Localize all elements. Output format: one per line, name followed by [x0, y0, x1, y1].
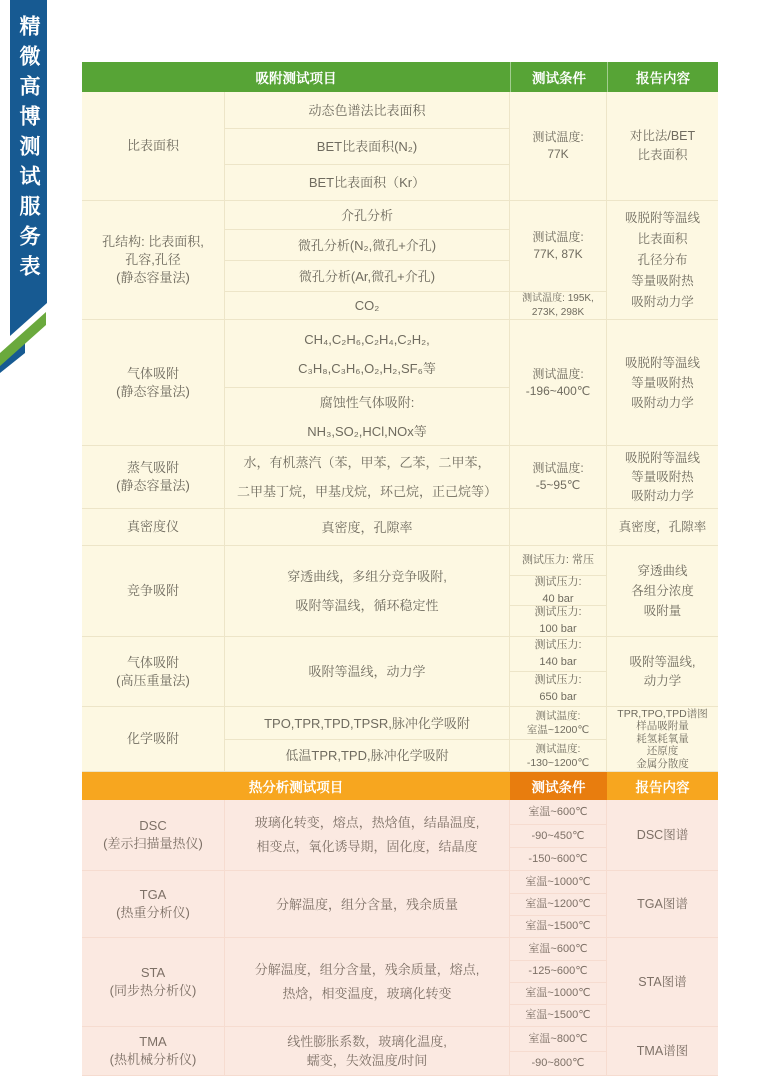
section-tma — [82, 1027, 718, 1076]
condition-cell — [510, 575, 606, 605]
text-line: 还原度 — [646, 745, 679, 758]
text-line: 室温~1500℃ — [525, 920, 591, 932]
text-line: 测试压力: — [534, 674, 582, 686]
text-line: -196~400℃ — [525, 383, 591, 398]
condition-cell — [510, 824, 606, 847]
item-cell — [225, 707, 509, 739]
category-column — [82, 320, 225, 445]
report-cell — [607, 938, 718, 1026]
section-gas-adsorption-gravimetric — [82, 637, 718, 707]
text-line: 650 bar — [539, 691, 577, 703]
section-competitive-adsorption — [82, 546, 718, 637]
item-column — [225, 938, 510, 1026]
report-cell — [607, 92, 718, 200]
text-line: 等量吸附热 — [631, 469, 694, 484]
text-line: (高压重量法) — [116, 672, 190, 688]
text-line: 腐蚀性气体吸附: — [319, 394, 415, 410]
condition-cell — [510, 605, 606, 636]
text-line: TMA谱图 — [636, 1043, 689, 1058]
item-cell — [225, 446, 509, 508]
text-line: 穿透曲线 — [637, 564, 688, 578]
category-column — [82, 800, 225, 870]
section-chemisorption — [82, 707, 718, 772]
condition-cell — [510, 893, 606, 915]
text-line: 测试温度: — [532, 230, 584, 244]
text-line: TPR,TPO,TPD谱图 — [617, 707, 708, 720]
report-column — [607, 938, 718, 1026]
text-line: 77K — [547, 147, 569, 161]
text-line: 孔结构: 比表面积, — [102, 234, 204, 249]
thermal-header-report: 报告内容 — [635, 780, 690, 795]
report-column — [607, 92, 718, 200]
item-cell — [225, 201, 509, 229]
service-table — [82, 62, 718, 1076]
condition-column — [510, 546, 607, 636]
text-line: 测试温度: — [532, 461, 584, 475]
text-line: -90~450℃ — [531, 829, 585, 842]
condition-column — [510, 871, 607, 937]
condition-cell — [510, 446, 606, 508]
text-line: 测试压力: 常压 — [521, 554, 595, 566]
condition-column — [510, 707, 607, 771]
item-column — [225, 446, 510, 508]
condition-cell — [510, 509, 606, 545]
report-cell — [607, 800, 718, 870]
section-vapor-adsorption — [82, 446, 718, 509]
text-line: TPO,TPR,TPD,TPSR,脉冲化学吸附 — [264, 715, 470, 731]
adsorption-header-report: 报告内容 — [607, 62, 718, 92]
text-line: 蠕变，失效温度/时间 — [306, 1053, 428, 1068]
report-cell — [607, 707, 718, 771]
text-line: 二甲基丁烷，甲基戊烷，环己烷，正己烷等） — [236, 484, 497, 499]
text-line: 介孔分析 — [340, 207, 393, 223]
item-column — [225, 509, 510, 545]
item-column — [225, 320, 510, 445]
text-line: CH₄,C₂H₆,C₂H₄,C₂H₂, — [304, 331, 430, 347]
text-line: 各组分浓度 — [631, 584, 694, 598]
ribbon-title: 精微高博测试服务表 — [17, 15, 40, 285]
category-cell — [82, 1027, 224, 1075]
condition-cell — [510, 960, 606, 982]
text-line: 微孔分析(N₂,微孔+介孔) — [297, 237, 437, 253]
category-cell — [82, 446, 224, 508]
report-column — [607, 637, 718, 706]
report-column — [607, 871, 718, 937]
report-cell — [607, 446, 718, 508]
condition-cell — [510, 800, 606, 824]
item-column — [225, 800, 510, 870]
text-line: 分解温度，组分含量，残余质量 — [275, 896, 458, 912]
category-column — [82, 637, 225, 706]
report-column — [607, 707, 718, 771]
thermal-header-row — [82, 772, 718, 800]
text-line: NH₃,SO₂,HCl,NOx等 — [307, 423, 427, 439]
text-line: 微孔分析(Ar,微孔+介孔) — [298, 268, 436, 284]
text-line: 室温~1500℃ — [525, 1009, 591, 1021]
text-line: 测试压力: — [534, 606, 582, 618]
text-line: 140 bar — [539, 656, 577, 668]
brand-ribbon — [0, 0, 70, 400]
category-column — [82, 938, 225, 1026]
category-column — [82, 201, 225, 319]
text-line: (热机械分析仪) — [109, 1052, 197, 1067]
condition-column — [510, 800, 607, 870]
text-line: 吸附等温线，循环稳定性 — [295, 598, 439, 613]
text-line: DSC — [139, 818, 167, 833]
report-column — [607, 509, 718, 545]
item-cell — [225, 92, 509, 128]
section-pore-structure — [82, 201, 718, 320]
condition-cell — [510, 1051, 606, 1075]
text-line: 吸附量 — [643, 604, 682, 618]
text-line: -150~600℃ — [528, 852, 588, 865]
condition-column — [510, 92, 607, 200]
item-column — [225, 1027, 510, 1075]
text-line: 化学吸附 — [126, 731, 179, 746]
text-line: 吸脱附等温线 — [624, 210, 700, 225]
report-cell — [607, 546, 718, 636]
condition-column — [510, 1027, 607, 1075]
text-line: 孔径分布 — [637, 252, 688, 267]
condition-cell — [510, 201, 606, 291]
text-line: C₃H₈,C₃H₆,O₂,H₂,SF₆等 — [298, 360, 436, 376]
category-cell — [82, 637, 224, 706]
text-line: (热重分析仪) — [116, 905, 190, 920]
condition-cell — [510, 982, 606, 1004]
report-cell — [607, 871, 718, 937]
text-line: 室温~600℃ — [528, 942, 588, 955]
text-line: 测试温度: — [532, 366, 584, 381]
condition-cell — [510, 637, 606, 671]
text-line: 动力学 — [643, 673, 682, 688]
text-line: 40 bar — [542, 592, 574, 605]
text-line: 吸附动力学 — [631, 488, 694, 503]
text-line: 水，有机蒸汽（苯，甲苯，乙苯，二甲苯， — [243, 455, 491, 470]
report-column — [607, 546, 718, 636]
condition-cell — [510, 871, 606, 893]
text-line: 气体吸附 — [126, 365, 179, 381]
text-line: BET比表面积(N₂) — [316, 139, 418, 154]
text-line: TGA图谱 — [637, 896, 688, 911]
text-line: 真密度仪 — [126, 519, 179, 534]
condition-cell — [510, 847, 606, 870]
text-line: 吸脱附等温线 — [624, 355, 700, 370]
item-column — [225, 707, 510, 771]
condition-column — [510, 320, 607, 445]
condition-cell — [510, 707, 606, 739]
text-line: (同步热分析仪) — [109, 983, 197, 998]
item-cell — [225, 291, 509, 319]
text-line: 比表面积 — [637, 231, 688, 246]
text-line: TGA — [139, 887, 167, 902]
text-line: 动态色谱法比表面积 — [308, 102, 426, 118]
condition-column — [510, 509, 607, 545]
category-cell — [82, 707, 224, 771]
text-line: 蒸气吸附 — [126, 460, 179, 475]
item-column — [225, 92, 510, 200]
text-line: 吸附等温线, — [629, 654, 696, 669]
item-cell — [225, 637, 509, 706]
item-cell — [225, 509, 509, 545]
category-column — [82, 1027, 225, 1075]
section-true-density — [82, 509, 718, 546]
condition-column — [510, 201, 607, 319]
condition-cell — [510, 739, 606, 771]
text-line: 77K, 87K — [533, 247, 583, 261]
item-column — [225, 546, 510, 636]
text-line: 分解温度，组分含量，残余质量，熔点, — [254, 962, 480, 977]
text-line: 气体吸附 — [126, 654, 179, 670]
item-column — [225, 871, 510, 937]
text-line: 测试温度: 195K, — [522, 292, 594, 304]
condition-cell — [510, 320, 606, 445]
item-column — [225, 637, 510, 706]
item-cell — [225, 320, 509, 387]
text-line: 测试温度: — [535, 710, 581, 722]
text-line: 吸附动力学 — [631, 294, 694, 309]
text-line: 线性膨胀系数，玻璃化温度, — [287, 1034, 447, 1049]
item-cell — [225, 387, 509, 445]
text-line: (静态容量法) — [116, 383, 190, 399]
category-column — [82, 707, 225, 771]
text-line: (差示扫描量热仪) — [103, 836, 203, 851]
text-line: 等量吸附热 — [631, 273, 694, 288]
item-cell — [225, 229, 509, 260]
text-line: 真密度，孔隙率 — [321, 519, 413, 535]
text-line: 测试温度: — [532, 130, 584, 144]
item-cell — [225, 1027, 509, 1075]
category-cell — [82, 938, 224, 1026]
text-line: 测试压力: — [534, 639, 582, 651]
text-line: 室温~1200℃ — [525, 898, 591, 910]
item-cell — [225, 800, 509, 870]
text-line: -130~1200℃ — [526, 756, 590, 769]
item-cell — [225, 938, 509, 1026]
condition-cell — [510, 546, 606, 575]
text-line: 真密度，孔隙率 — [618, 519, 707, 534]
category-cell — [82, 546, 224, 636]
text-line: 室温~600℃ — [528, 805, 588, 818]
condition-cell — [510, 915, 606, 937]
text-line: 热焓，相变温度，玻璃化转变 — [282, 986, 452, 1001]
condition-cell — [510, 1027, 606, 1051]
report-cell — [607, 201, 718, 319]
thermal-header-condition: 测试条件 — [510, 772, 607, 800]
text-line: STA图谱 — [638, 974, 687, 989]
text-line: DSC图谱 — [636, 827, 689, 842]
text-line: 吸附等温线，动力学 — [308, 664, 426, 679]
text-line: BET比表面积（Kr） — [308, 175, 426, 190]
report-cell — [607, 320, 718, 445]
text-line: 等量吸附热 — [631, 375, 694, 390]
section-dsc — [82, 800, 718, 871]
section-gas-adsorption-static — [82, 320, 718, 446]
text-line: 竞争吸附 — [126, 583, 179, 598]
text-line: 金属分散度 — [636, 757, 689, 770]
text-line: 100 bar — [539, 623, 577, 635]
category-cell — [82, 320, 224, 445]
report-column — [607, 320, 718, 445]
item-cell — [225, 164, 509, 200]
condition-column — [510, 938, 607, 1026]
text-line: (静态容量法) — [116, 270, 190, 285]
condition-column — [510, 637, 607, 706]
condition-cell — [510, 671, 606, 706]
condition-cell — [510, 92, 606, 200]
item-cell — [225, 739, 509, 771]
adsorption-header-title: 吸附测试项目 — [255, 71, 337, 86]
section-sta — [82, 938, 718, 1027]
report-column — [607, 201, 718, 319]
report-column — [607, 1027, 718, 1075]
text-line: 273K, 298K — [531, 306, 585, 318]
report-column — [607, 446, 718, 508]
text-line: -90~800℃ — [531, 1057, 585, 1069]
adsorption-header-condition: 测试条件 — [510, 62, 607, 92]
category-cell — [82, 201, 224, 319]
adsorption-header-row — [82, 62, 718, 92]
item-cell — [225, 260, 509, 291]
text-line: 室温~1200℃ — [526, 724, 590, 736]
text-line: 室温~1000℃ — [525, 875, 591, 888]
text-line: 样品吸附量 — [636, 720, 689, 733]
text-line: 对比法/BET — [629, 129, 696, 143]
category-cell — [82, 800, 224, 870]
text-line: 耗氢耗氧量 — [636, 732, 689, 745]
report-column — [607, 800, 718, 870]
category-column — [82, 546, 225, 636]
item-cell — [225, 546, 509, 636]
category-column — [82, 871, 225, 937]
text-line: (静态容量法) — [116, 478, 190, 493]
condition-cell — [510, 1004, 606, 1026]
text-line: STA — [140, 965, 166, 980]
text-line: 比表面积 — [126, 138, 179, 153]
category-column — [82, 92, 225, 200]
text-line: 吸脱附等温线 — [624, 450, 700, 465]
text-line: -125~600℃ — [528, 965, 588, 977]
item-cell — [225, 128, 509, 164]
report-cell — [607, 509, 718, 545]
category-cell — [82, 92, 224, 200]
category-cell — [82, 509, 224, 545]
category-column — [82, 446, 225, 508]
thermal-header-title: 热分析测试项目 — [248, 780, 344, 795]
section-surface-area — [82, 92, 718, 201]
text-line: 测试压力: — [534, 575, 582, 588]
category-column — [82, 509, 225, 545]
text-line: 室温~800℃ — [528, 1032, 588, 1045]
report-cell — [607, 1027, 718, 1075]
condition-cell — [510, 938, 606, 960]
text-line: 比表面积 — [637, 148, 688, 162]
text-line: CO₂ — [354, 298, 380, 313]
text-line: -5~95℃ — [535, 478, 581, 492]
text-line: 室温~1000℃ — [525, 987, 591, 999]
report-cell — [607, 637, 718, 706]
text-line: 穿透曲线，多组分竞争吸附, — [287, 569, 447, 584]
text-line: 吸附动力学 — [631, 395, 694, 410]
text-line: 低温TPR,TPD,脉冲化学吸附 — [285, 748, 449, 763]
condition-column — [510, 446, 607, 508]
section-tga — [82, 871, 718, 938]
condition-cell — [510, 291, 606, 319]
text-line: 相变点，氧化诱导期，固化度，结晶度 — [256, 839, 478, 854]
item-cell — [225, 871, 509, 937]
item-column — [225, 201, 510, 319]
text-line: 孔容,孔径 — [125, 252, 181, 267]
category-cell — [82, 871, 224, 937]
text-line: 测试温度: — [535, 742, 581, 755]
text-line: TMA — [139, 1034, 167, 1049]
text-line: 玻璃化转变，熔点，热焓值，结晶温度, — [254, 815, 480, 830]
